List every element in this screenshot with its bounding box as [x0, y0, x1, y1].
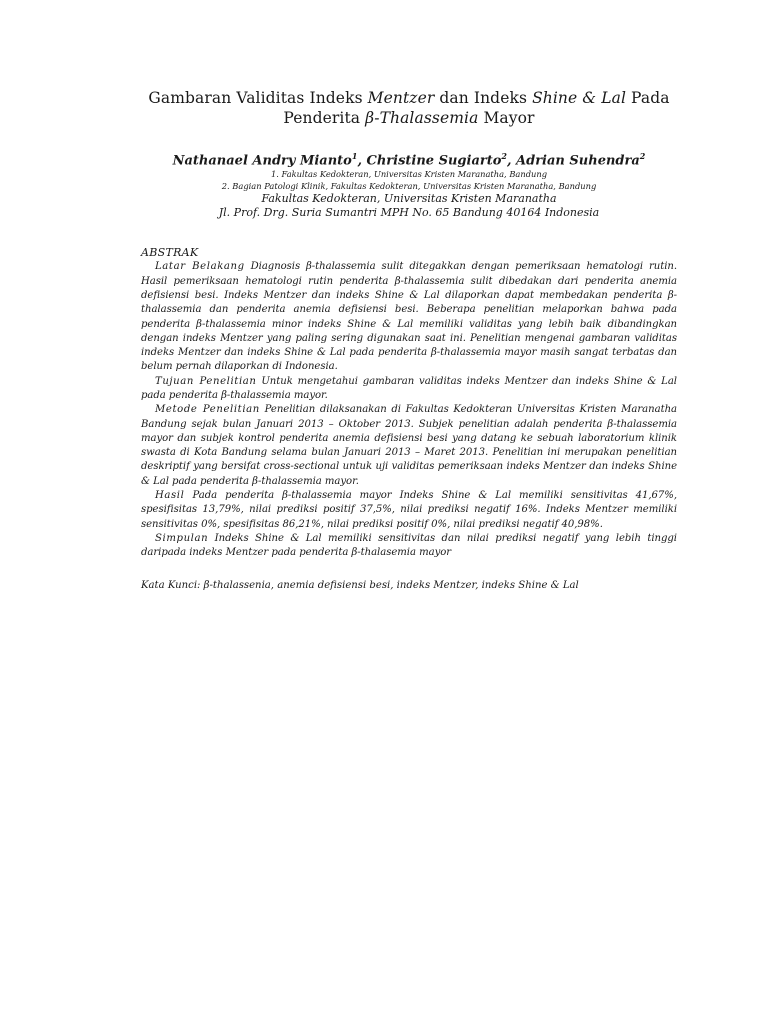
title-text: dan Indeks [434, 89, 533, 107]
title-text: Penderita [283, 109, 366, 127]
section-lead: Tujuan Penelitian [155, 375, 257, 387]
section-lead: Hasil [155, 490, 185, 502]
institution-name: Fakultas Kedokteran, Universitas Kristen Maranatha [261, 192, 557, 206]
section-lead: Simpulan [155, 532, 209, 544]
section-text: Indeks Shine & Lal memiliki sensitivitas dan nilai prediksi negatif yang lebih tinggi daripada indeks Mentzer pada penderita β-thalasemia mayor [141, 532, 677, 559]
section-text: Diagnosis β-thalassemia sulit ditegakkan dengan pemeriksaan hematologi rutin. Hasil pemeriksaan hematologi rutin penderita β-thalassemia sulit dibedakan dari penderita anemia defisiensi besi. Indeks Mentzer dan indeks Shine & Lal dilaporkan dapat membedakan penderita β-thalassemia dan penderita anemia defisiensi besi. Beberapa penelitian melaporkan bahwa pada penderita β-thalassemia minor indeks Shine & Lal memiliki validitas yang lebih baik dibandingkan dengan indeks Mentzer yang paling sering digunakan saat ini. Penelitian mengenai gambaran validitas indeks Mentzer dan indeks Shine & Lal pada penderita β-thalassemia mayor masih sangat terbatas dan belum pernah dilaporkan di Indonesia. [141, 261, 677, 373]
paper-page [141, 88, 677, 593]
author-name: Nathanael Andry Mianto [172, 153, 352, 169]
title-emphasis: Mentzer [367, 89, 435, 107]
abstract-objective [141, 375, 677, 404]
title-emphasis: β-Thalassemia [365, 109, 479, 127]
author-affiliation-mark: 2 [501, 151, 507, 161]
section-text: Pada penderita β-thalassemia mayor Indeks Shine & Lal memiliki sensitivitas 41,67%, spesifisitas 13,79%, nilai prediksi positif 37,5%, nilai prediksi negatif 16%. Indeks Mentzer memiliki sensitivitas 0%, spesifisitas 86,21%, nilai prediksi positif 0%, nilai prediksi negatif 40,98%. [141, 490, 677, 530]
keywords-label: Kata Kunci: [141, 579, 201, 591]
abstract-methods [141, 403, 677, 489]
title-text: Gambaran Validitas Indeks [148, 89, 368, 107]
abstract-heading: ABSTRAK [141, 246, 199, 260]
abstract-conclusion [141, 532, 677, 561]
keywords-text: β-thalassenia, anemia defisiensi besi, indeks Mentzer, indeks Shine & Lal [200, 579, 579, 591]
section-text: Untuk mengetahui gambaran validitas indeks Mentzer dan indeks Shine & Lal pada penderita β-thalassemia mayor. [141, 375, 677, 401]
author-name: , Christine Sugiarto [357, 153, 502, 169]
section-lead: Latar Belakang [155, 261, 245, 273]
abstract-background [141, 260, 677, 374]
title-text: Pada [626, 89, 670, 107]
affiliation-1: 1. Fakultas Kedokteran, Universitas Kristen Maranatha, Bandung [270, 169, 548, 180]
section-text: Penelitian dilaksanakan di Fakultas Kedokteran Universitas Kristen Maranatha Bandung sejak bulan Januari 2013 – Oktober 2013. Subjek penelitian adalah penderita β-thalassemia mayor dan subjek kontrol penderita anemia defisiensi besi yang datang ke sebuah laboratorium klinik swasta di Kota Bandung selama bulan Januari 2013 – Maret 2013. Penelitian ini merupakan penelitian deskriptif yang bersifat cross-sectional untuk uji validitas pemeriksaan indeks Mentzer dan indeks Shine & Lal pada penderita β-thalassemia mayor. [141, 404, 677, 487]
author-name: , Adrian Suhendra [506, 153, 640, 169]
title-text: Mayor [478, 109, 535, 127]
title-emphasis: Shine & Lal [532, 89, 627, 107]
section-lead: Metode Penelitian [155, 404, 260, 416]
affiliation-2: 2. Bagian Patologi Klinik, Fakultas Kedokteran, Universitas Kristen Maranatha, Bandung [221, 180, 597, 191]
author-affiliation-mark: 1 [351, 151, 358, 161]
author-affiliation-mark: 2 [639, 151, 646, 161]
keywords [141, 579, 677, 593]
institution-address: Jl. Prof. Drg. Suria Sumantri MPH No. 65 Bandung 40164 Indonesia [218, 206, 600, 220]
title-line-1 [141, 88, 677, 108]
title-line-2 [141, 108, 677, 128]
paper-title [141, 88, 677, 128]
author-list [141, 148, 677, 169]
abstract-results [141, 489, 677, 532]
